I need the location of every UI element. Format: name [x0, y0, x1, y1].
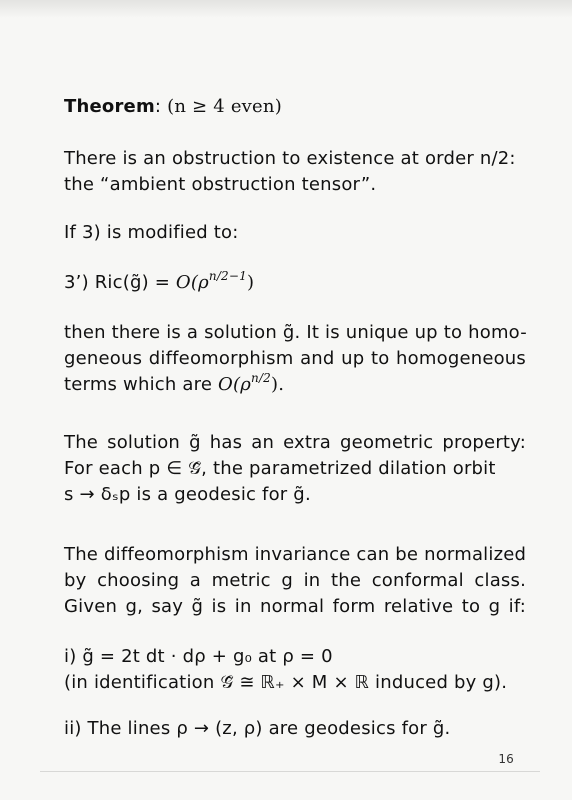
paragraph-geometric-property — [64, 430, 526, 508]
theorem-colon: : — [154, 96, 168, 117]
paragraph-line: the “ambient obstruction tensor”. — [64, 174, 377, 195]
equation-ric — [64, 270, 526, 296]
condition-line: ii) The lines ρ → (z, ρ) are geodesics for g̃. — [64, 718, 451, 739]
terms-prefix: terms which are — [64, 374, 219, 395]
equation-rhs-close: ) — [247, 272, 255, 293]
paragraph-line: then there is a solution g̃. It is unique up to homo- — [64, 322, 527, 343]
paragraph-solution — [64, 320, 526, 398]
paragraph-line-terms — [64, 372, 526, 398]
terms-close: ). — [271, 374, 285, 395]
condition-ii — [64, 716, 526, 742]
theorem-heading: Theorem — [64, 96, 155, 117]
paragraph-line: The solution g̃ has an extra geometric property: — [64, 432, 526, 453]
paragraph-obstruction — [64, 146, 526, 198]
paragraph-line: s → δₛp is a geodesic for g̃. — [64, 484, 311, 505]
terms-exponent: n/2 — [251, 371, 272, 385]
paragraph-modified — [64, 220, 526, 246]
scan-shadow — [0, 0, 572, 18]
paragraph-line: geneous diffeomorphism and up to homogeneous — [64, 348, 526, 369]
paragraph-line: For each p ∈ 𝒢̃, the parametrized dilation orbit — [64, 458, 496, 479]
paragraph-line: The diffeomorphism invariance can be normalized — [64, 544, 527, 565]
condition-i — [64, 644, 526, 696]
equation-rhs-base: O(ρ — [175, 272, 209, 293]
equation-line — [64, 270, 526, 296]
condition-line: (in identification 𝒢̃ ≅ ℝ₊ × M × ℝ induced by g). — [64, 672, 508, 693]
paragraph-normalization — [64, 542, 526, 620]
page-number: 16 — [498, 752, 514, 766]
theorem-heading-line — [64, 94, 526, 120]
equation-rhs-exponent: n/2−1 — [208, 269, 247, 283]
paragraph-line: by choosing a metric g in the conformal class. — [64, 570, 526, 591]
terms-base: O(ρ — [218, 374, 252, 395]
paragraph-line: If 3) is modified to: — [64, 222, 239, 243]
paragraph-line: There is an obstruction to existence at order n/2: — [64, 148, 516, 169]
paragraph-line: Given g, say g̃ is in normal form relative to g if: — [64, 596, 526, 617]
theorem-condition: (n ≥ 4 even) — [167, 96, 282, 117]
footer-rule — [40, 771, 540, 772]
condition-line: i) g̃ = 2t dt · dρ + g₀ at ρ = 0 — [64, 646, 333, 667]
equation-prefix: 3’) Ric(g̃) = — [64, 272, 176, 293]
